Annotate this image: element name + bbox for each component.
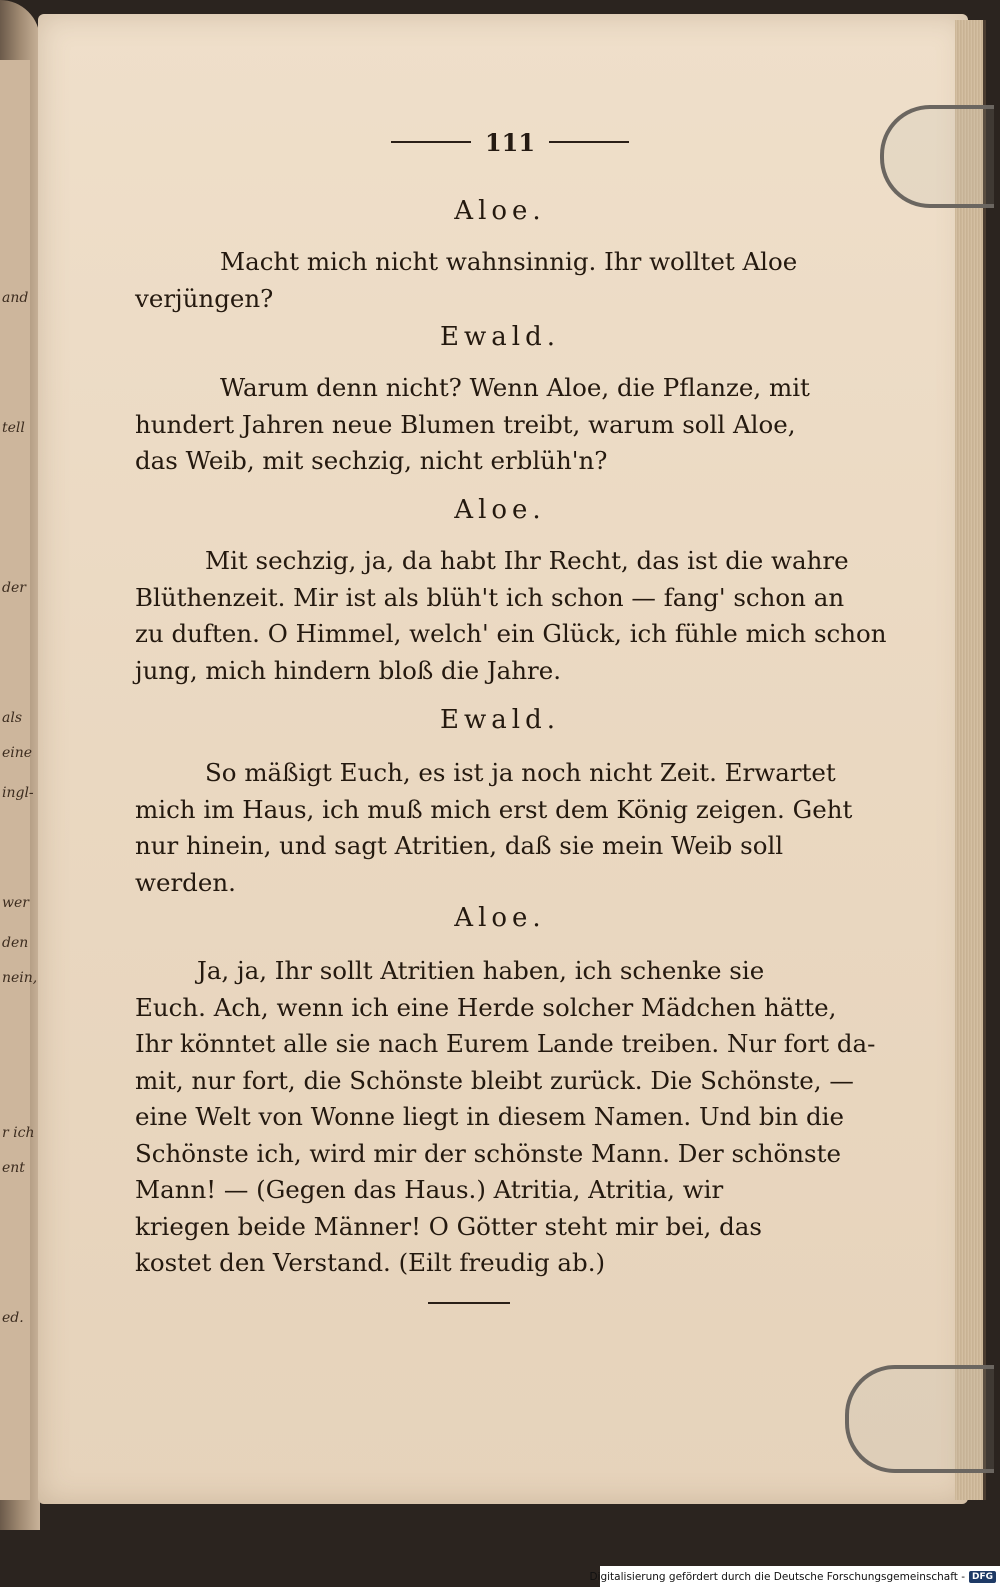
text-line: verjüngen?: [135, 283, 274, 313]
text-line: Blüthenzeit. Mir ist als blüh't ich schon — fang' schon an: [135, 582, 845, 612]
left-margin-word: ingl-: [2, 785, 34, 801]
left-margin-word: and: [2, 290, 29, 306]
left-margin-word: als: [2, 710, 23, 726]
speaker-name: Aloe.: [454, 903, 546, 933]
header-rule-left: [391, 141, 471, 143]
left-margin-word: wer: [2, 895, 29, 911]
text-line: Euch. Ach, wenn ich eine Herde solcher Mädchen hätte,: [135, 992, 837, 1022]
text-line: kostet den Verstand. (Eilt freudig ab.): [135, 1248, 606, 1277]
text-line: Schönste ich, wird mir der schönste Mann. Der schönste: [135, 1138, 841, 1168]
footer-bar: [589, 1566, 1000, 1587]
speaker-name: Ewald.: [440, 322, 560, 352]
dfg-logo: DFG: [969, 1571, 996, 1583]
text-line: zu duften. O Himmel, welch' ein Glück, ich fühle mich schon: [135, 619, 887, 648]
speaker-name: Aloe.: [454, 196, 546, 226]
text-line: Mit sechzig, ja, da habt Ihr Recht, das ist die wahre: [205, 546, 849, 575]
text-line: hundert Jahren neue Blumen treibt, warum soll Aloe,: [135, 409, 796, 439]
text-line: werden.: [135, 867, 236, 897]
speech-paragraph: [135, 370, 845, 480]
text-line: So mäßigt Euch, es ist ja noch nicht Zeit. Erwartet: [205, 758, 836, 787]
page-number: 111: [484, 127, 536, 157]
left-margin-word: der: [2, 580, 26, 596]
text-line: mich im Haus, ich muß mich erst dem König zeigen. Geht: [135, 794, 853, 824]
page-stack-edge: [955, 20, 986, 1500]
page-clip-bottom: [845, 1365, 994, 1473]
speech-paragraph: [135, 543, 887, 689]
left-margin-word: ed.: [2, 1310, 24, 1326]
speaker-name: Ewald.: [440, 705, 560, 735]
page-clip-top: [880, 105, 994, 208]
text-line: mit, nur fort, die Schönste bleibt zurück. Die Schönste, —: [135, 1065, 854, 1095]
text-line: Warum denn nicht? Wenn Aloe, die Pflanze, mit: [220, 373, 810, 402]
speaker-name: Aloe.: [454, 495, 546, 525]
speech-paragraph: [135, 953, 876, 1282]
left-margin-word: tell: [2, 420, 25, 436]
text-line: Ihr könntet alle sie nach Eurem Lande treiben. Nur fort da-: [135, 1029, 876, 1058]
text-line: Ja, ja, Ihr sollt Atritien haben, ich schenke sie: [197, 956, 765, 985]
left-margin-word: nein,: [2, 970, 38, 986]
speech-paragraph: [135, 244, 845, 317]
text-line: nur hinein, und sagt Atritien, daß sie mein Weib soll: [135, 831, 784, 860]
text-line: Macht mich nicht wahnsinnig. Ihr wolltet Aloe: [220, 247, 798, 276]
text-line: jung, mich hindern bloß die Jahre.: [135, 655, 562, 685]
header-rule-right: [549, 141, 629, 143]
left-margin-word: ent: [2, 1160, 25, 1176]
left-page-strip: [0, 60, 33, 1500]
left-margin-word: eine: [2, 745, 33, 761]
left-margin-word: r ich: [2, 1125, 35, 1141]
text-line: Mann! — (Gegen das Haus.) Atritia, Atritia, wir: [135, 1175, 724, 1204]
speech-paragraph: [135, 755, 853, 901]
text-line: kriegen beide Männer! O Götter steht mir bei, das: [135, 1211, 762, 1241]
end-rule: [428, 1302, 510, 1304]
page-header: [390, 122, 630, 162]
text-line: das Weib, mit sechzig, nicht erblüh'n?: [135, 446, 608, 475]
left-margin-word: den: [2, 935, 29, 951]
text-line: eine Welt von Wonne liegt in diesem Namen. Und bin die: [135, 1102, 844, 1131]
footer-credit: Digitalisierung gefördert durch die Deutsche Forschungsgemeinschaft -: [589, 1570, 965, 1583]
